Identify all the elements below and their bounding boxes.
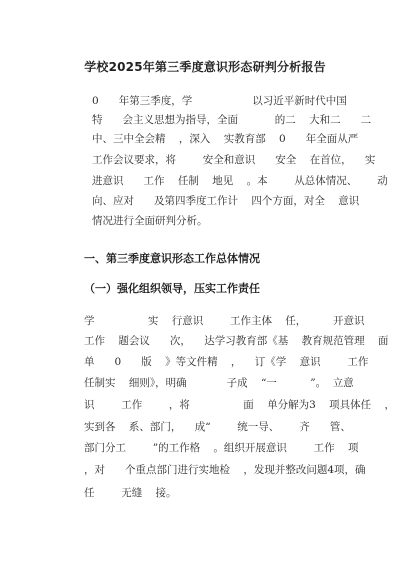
subsection-heading: （一）强化组织领导，压实工作责任 — [84, 282, 260, 295]
body-line: 工作 题会议 次， 达学习教育部《基 教育规范管理 面 — [84, 335, 389, 347]
intro-line: 特 会主义思想为指导，全面 的二 大和二 二 — [92, 114, 372, 126]
body-line: ，对 个重点部门进行实地检 ，发现并整改问题4项，确 — [84, 464, 366, 476]
body-line: 实到各 系、部门， 成“ 统一导、 齐 管、 — [84, 421, 351, 433]
body-line: 单 0 版 》等文件精 ， 订《学 意识 工作 — [84, 356, 369, 368]
intro-line: 工作会议要求，将 安全和意识 安全 在首位， 实 — [92, 154, 376, 166]
intro-line: 情况进行全面研判分析。 — [92, 215, 208, 227]
intro-line: 中、三中全会精 ，深入 实教育部 0 年全面从严 — [92, 133, 359, 145]
document-title: 学校2025年第三季度意识形态研判分析报告 — [84, 60, 326, 74]
body-line: 学 实 行意识 工作主体 任， 开意识 — [84, 315, 365, 327]
intro-line: 向、应对 及第四季度工作计 四个方面，对全 意识 — [92, 195, 360, 207]
section-heading: 一、第三季度意识形态工作总体情况 — [84, 252, 260, 265]
body-line: 任 无缝 接。 — [84, 487, 177, 499]
body-line: 识 工作 ，将 面 单分解为3 项具体任 ， — [84, 399, 396, 411]
intro-line: 0 年第三季度，学 以习近平新时代中国 — [92, 95, 347, 107]
intro-line: 进意识 工作 任制 地见 。本 从总体情况、 动 — [92, 175, 388, 187]
body-line: 部门分工 ”的工作格 。组织开展意识 工作 项 — [84, 442, 359, 454]
body-line: 任制实 细则》，明确 子成 “一 ”。 立意 — [84, 377, 354, 389]
